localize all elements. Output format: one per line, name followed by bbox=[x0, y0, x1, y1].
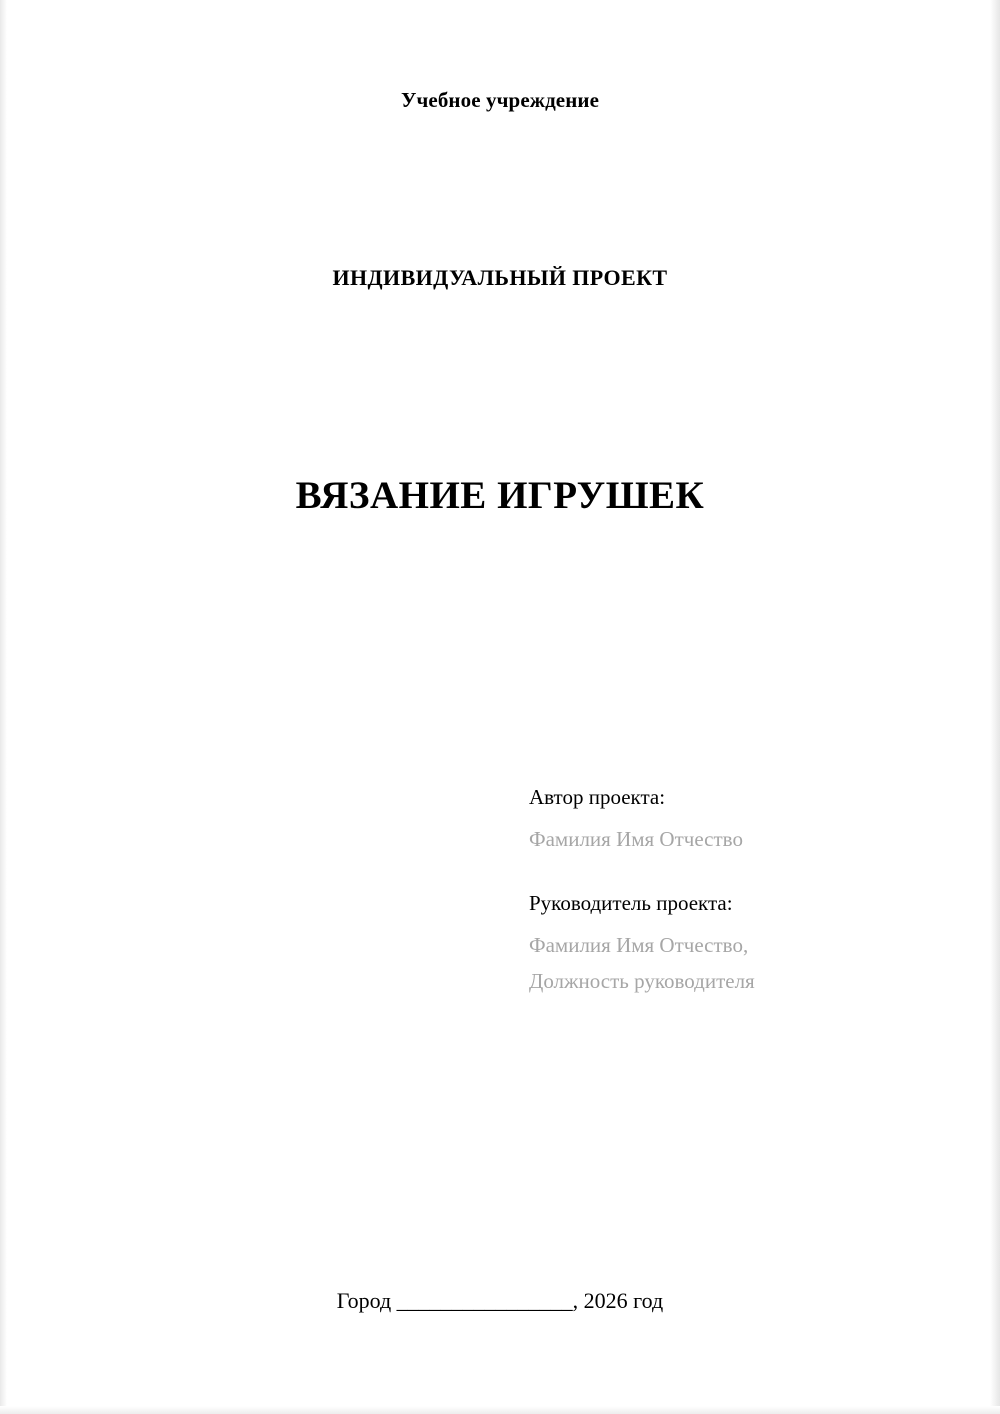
footer-city-label: Город bbox=[336, 1288, 392, 1313]
page-title: ВЯЗАНИЕ ИГРУШЕК bbox=[295, 474, 705, 518]
footer-blank-line: ________________, bbox=[391, 1288, 584, 1313]
author-group bbox=[529, 787, 949, 857]
supervisor-value-line-1: Фамилия Имя Отчество, bbox=[529, 933, 749, 958]
institution-name: Учебное учреждение bbox=[400, 88, 600, 112]
project-kind-heading: ИНДИВИДУАЛЬНЫЙ ПРОЕКТ bbox=[332, 265, 668, 290]
page-edge-shadow-right bbox=[990, 0, 1000, 1414]
author-label: Автор проекта: bbox=[529, 785, 666, 809]
author-value: Фамилия Имя Отчество bbox=[529, 827, 743, 851]
footer-city-year bbox=[0, 1288, 1000, 1314]
page-edge-shadow-left bbox=[0, 0, 7, 1414]
supervisor-group bbox=[529, 893, 949, 999]
supervisor-label: Руководитель проекта: bbox=[529, 891, 733, 916]
signature-block bbox=[529, 787, 949, 999]
supervisor-value-line-2: Должность руководителя bbox=[529, 969, 755, 994]
page-edge-shadow-bottom bbox=[0, 1406, 1000, 1414]
footer-year: 2026 год bbox=[583, 1288, 664, 1313]
